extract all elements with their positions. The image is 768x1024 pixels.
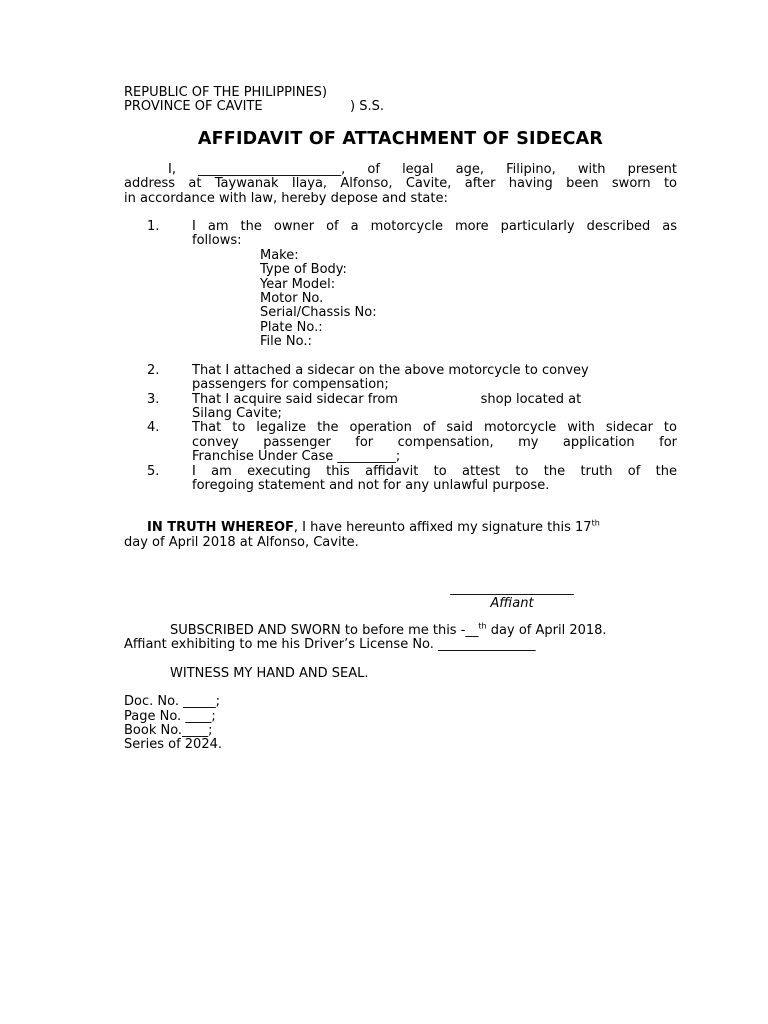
page-no: Page No. ____; bbox=[124, 708, 216, 724]
affidavit-document bbox=[124, 86, 677, 753]
item-number: 3. bbox=[147, 391, 160, 407]
item-line: I am the owner of a motorcycle more particularly described as bbox=[192, 219, 677, 235]
truth-paragraph bbox=[124, 521, 677, 550]
item-number: 5. bbox=[147, 463, 160, 479]
detail-type-of-body: Type of Body: bbox=[260, 262, 347, 278]
detail-make: Make: bbox=[260, 247, 299, 263]
detail-plate-no: Plate No.: bbox=[260, 319, 323, 335]
item-number: 1. bbox=[147, 219, 160, 235]
motorcycle-details bbox=[124, 249, 677, 350]
book-no: Book No.____; bbox=[124, 723, 213, 738]
header-ss: ) S.S. bbox=[350, 99, 384, 115]
item-line: convey passenger for compensation, my application for bbox=[192, 434, 677, 450]
intro-line-1: I, ______________________, of legal age, Filipino, with present bbox=[168, 161, 677, 177]
item-line: I am executing this affidavit to attest to the truth of the bbox=[192, 463, 677, 479]
item-number: 4. bbox=[147, 420, 160, 436]
list-item bbox=[124, 421, 677, 464]
witness-line: WITNESS MY HAND AND SEAL. bbox=[170, 665, 369, 681]
signature-line: ___________________ bbox=[450, 581, 574, 597]
truth-line-1 bbox=[124, 521, 677, 535]
notarial-docinfo bbox=[124, 695, 677, 753]
truth-bold: IN TRUTH WHEREOF bbox=[147, 520, 294, 536]
sworn-text-1: SUBSCRIBED AND SWORN to before me this -__ bbox=[170, 622, 479, 638]
detail-serial-chassis: Serial/Chassis No: bbox=[260, 305, 377, 321]
sworn-line-2: Affiant exhibiting to me his Driver’s License No. _______________ bbox=[124, 637, 536, 653]
document-title: AFFIDAVIT OF ATTACHMENT OF SIDECAR bbox=[197, 128, 604, 149]
doc-no: Doc. No. _____; bbox=[124, 694, 220, 710]
detail-year-model: Year Model: bbox=[260, 276, 336, 292]
truth-line-2: day of April 2018 at Alfonso, Cavite. bbox=[124, 534, 359, 550]
list-item bbox=[124, 364, 677, 393]
list-item bbox=[124, 220, 677, 249]
item-line: Franchise Under Case _________; bbox=[192, 449, 401, 465]
intro-line-2: address at Taywanak Ilaya, Alfonso, Cavite, after having been sworn to bbox=[124, 176, 677, 192]
header-republic: REPUBLIC OF THE PHILIPPINES) bbox=[124, 85, 328, 100]
list-item bbox=[124, 465, 677, 494]
sworn-paragraph bbox=[124, 621, 677, 653]
item-number: 2. bbox=[147, 362, 160, 378]
sworn-sup: th bbox=[478, 621, 487, 631]
item-line: follows: bbox=[192, 233, 242, 249]
affiant-label: Affiant bbox=[490, 595, 534, 611]
intro-line-3: in accordance with law, hereby depose and state: bbox=[124, 190, 448, 206]
detail-motor-no: Motor No. bbox=[260, 291, 324, 307]
item-line: That I acquire said sidecar from shop located at bbox=[192, 391, 582, 407]
item-line: That I attached a sidecar on the above motorcycle to convey bbox=[192, 362, 589, 378]
series: Series of 2024. bbox=[124, 737, 222, 753]
item-line: That to legalize the operation of said motorcycle with sidecar to bbox=[192, 420, 677, 436]
truth-text: , I have hereunto affixed my signature this 17 bbox=[293, 520, 592, 536]
affiant-signature-block bbox=[440, 582, 584, 611]
sworn-text-2: day of April 2018. bbox=[486, 622, 607, 638]
item-line: Silang Cavite; bbox=[192, 405, 282, 421]
truth-sup: th bbox=[591, 519, 600, 529]
item-line: passengers for compensation; bbox=[192, 377, 389, 393]
header-province bbox=[124, 100, 677, 114]
sworn-line-1 bbox=[124, 621, 677, 638]
detail-file-no: File No.: bbox=[260, 334, 312, 350]
header-province-label: PROVINCE OF CAVITE bbox=[124, 99, 263, 115]
item-line: foregoing statement and not for any unlawful purpose. bbox=[192, 477, 550, 493]
list-item bbox=[124, 393, 677, 422]
intro-paragraph bbox=[124, 163, 677, 206]
